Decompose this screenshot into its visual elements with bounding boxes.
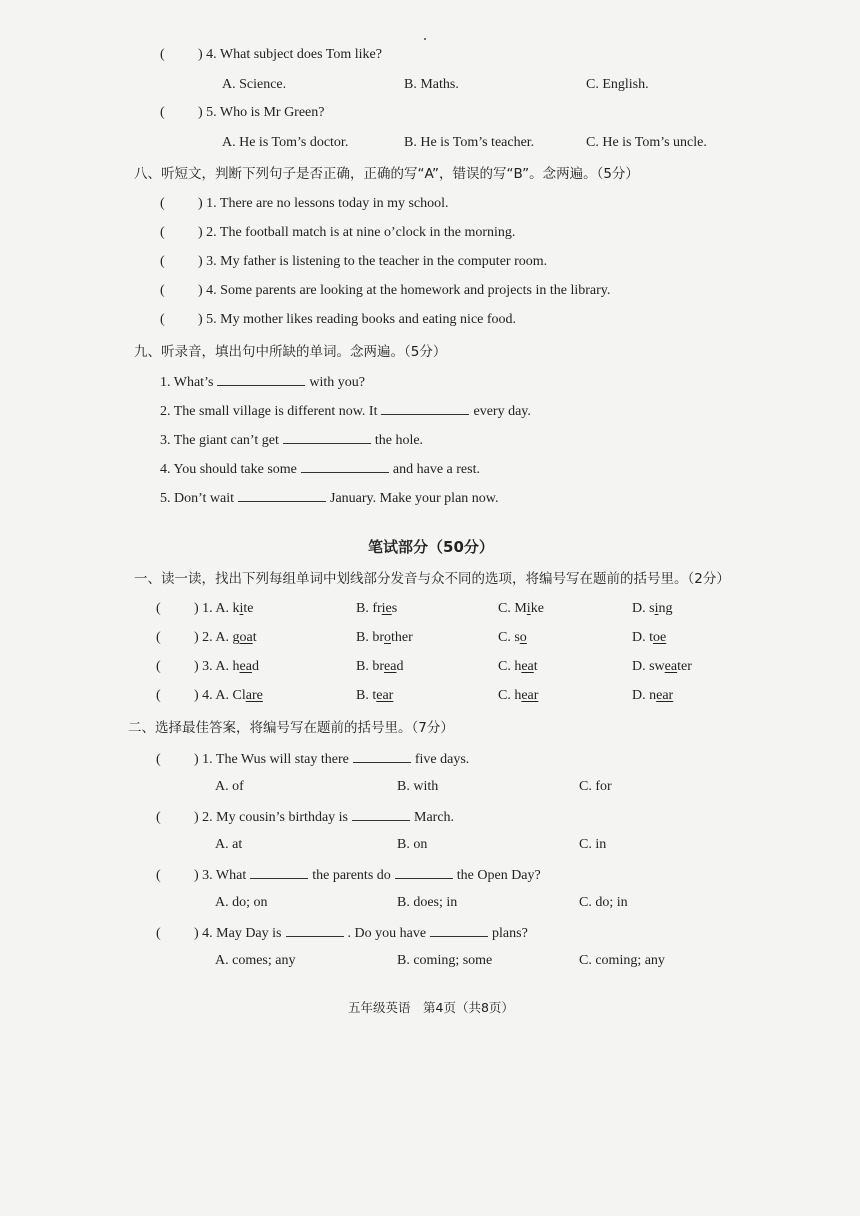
written-part-heading: 笔试部分（50分） bbox=[368, 538, 494, 556]
option-a: A. of bbox=[215, 779, 244, 794]
option-b: B. coming; some bbox=[397, 953, 493, 968]
section-9-title: 九、听录音，填出句中所缺的单词。念两遍。（5分） bbox=[134, 344, 447, 360]
phonics-row-1: ( ) 1. A. kite bbox=[156, 601, 254, 616]
phonics-option-d: D. sweater bbox=[632, 659, 692, 674]
written-section-1-title: 一、读一读，找出下列每组单词中划线部分发音与众不同的选项，将编号写在题前的括号里。（2分） bbox=[134, 571, 730, 587]
choice-question-1: ( ) 1. The Wus will stay there five days. bbox=[156, 749, 469, 769]
page-footer: 五年级英语 第4页（共8页） bbox=[348, 1000, 514, 1015]
judge-item-4: ( ) 4. Some parents are looking at the homework and projects in the library. bbox=[160, 283, 611, 298]
phonics-row-4: ( ) 4. A. Clare bbox=[156, 688, 263, 703]
option-c: C. for bbox=[579, 779, 612, 794]
phonics-option-c: C. Mike bbox=[498, 601, 544, 616]
option-b: B. He is Tom’s teacher. bbox=[404, 135, 535, 150]
fill-item-4: 4. You should take some and have a rest. bbox=[160, 459, 480, 479]
phonics-row-2: ( ) 2. A. goat bbox=[156, 630, 257, 645]
phonics-option-b: B. fries bbox=[356, 601, 398, 616]
phonics-option-c: C. hear bbox=[498, 688, 539, 703]
written-section-2-title: 二、选择最佳答案，将编号写在题前的括号里。（7分） bbox=[128, 720, 454, 736]
phonics-option-b: B. tear bbox=[356, 688, 394, 703]
fill-item-2: 2. The small village is different now. It every day. bbox=[160, 401, 531, 421]
judge-item-1: ( ) 1. There are no lessons today in my school. bbox=[160, 196, 449, 211]
judge-item-5: ( ) 5. My mother likes reading books and eating nice food. bbox=[160, 312, 517, 327]
phonics-option-c: C. heat bbox=[498, 659, 538, 674]
phonics-option-d: D. sing bbox=[632, 601, 673, 616]
option-b: B. with bbox=[397, 779, 439, 794]
phonics-row-3: ( ) 3. A. head bbox=[156, 659, 259, 674]
scan-speck bbox=[424, 38, 426, 40]
judge-item-2: ( ) 2. The football match is at nine o’clock in the morning. bbox=[160, 225, 516, 240]
question-4: ( ) 4. What subject does Tom like? bbox=[160, 47, 382, 62]
phonics-option-d: D. toe bbox=[632, 630, 667, 645]
question-5: ( ) 5. Who is Mr Green? bbox=[160, 105, 325, 120]
choice-question-2: ( ) 2. My cousin’s birthday is March. bbox=[156, 807, 454, 827]
option-a: A. do; on bbox=[215, 895, 268, 910]
phonics-option-c: C. so bbox=[498, 630, 527, 645]
option-a: A. at bbox=[215, 837, 243, 852]
option-a: A. Science. bbox=[222, 77, 287, 92]
option-a: A. comes; any bbox=[215, 953, 296, 968]
option-c: C. English. bbox=[586, 77, 649, 92]
option-a: A. He is Tom’s doctor. bbox=[222, 135, 349, 150]
phonics-option-d: D. near bbox=[632, 688, 674, 703]
choice-question-3: ( ) 3. What the parents do the Open Day? bbox=[156, 865, 541, 885]
fill-item-1: 1. What’s with you? bbox=[160, 372, 365, 392]
phonics-option-b: B. brother bbox=[356, 630, 413, 645]
fill-item-5: 5. Don’t wait January. Make your plan now. bbox=[160, 488, 499, 508]
option-b: B. does; in bbox=[397, 895, 458, 910]
option-c: C. in bbox=[579, 837, 607, 852]
section-8-title: 八、听短文，判断下列句子是否正确，正确的写“A”，错误的写“B”。念两遍。（5分） bbox=[134, 166, 639, 182]
option-b: B. Maths. bbox=[404, 77, 459, 92]
option-b: B. on bbox=[397, 837, 428, 852]
option-c: C. He is Tom’s uncle. bbox=[586, 135, 707, 150]
judge-item-3: ( ) 3. My father is listening to the teacher in the computer room. bbox=[160, 254, 548, 269]
fill-item-3: 3. The giant can’t get the hole. bbox=[160, 430, 423, 450]
option-c: C. coming; any bbox=[579, 953, 665, 968]
phonics-option-b: B. bread bbox=[356, 659, 404, 674]
choice-question-4: ( ) 4. May Day is . Do you have plans? bbox=[156, 923, 528, 943]
option-c: C. do; in bbox=[579, 895, 628, 910]
